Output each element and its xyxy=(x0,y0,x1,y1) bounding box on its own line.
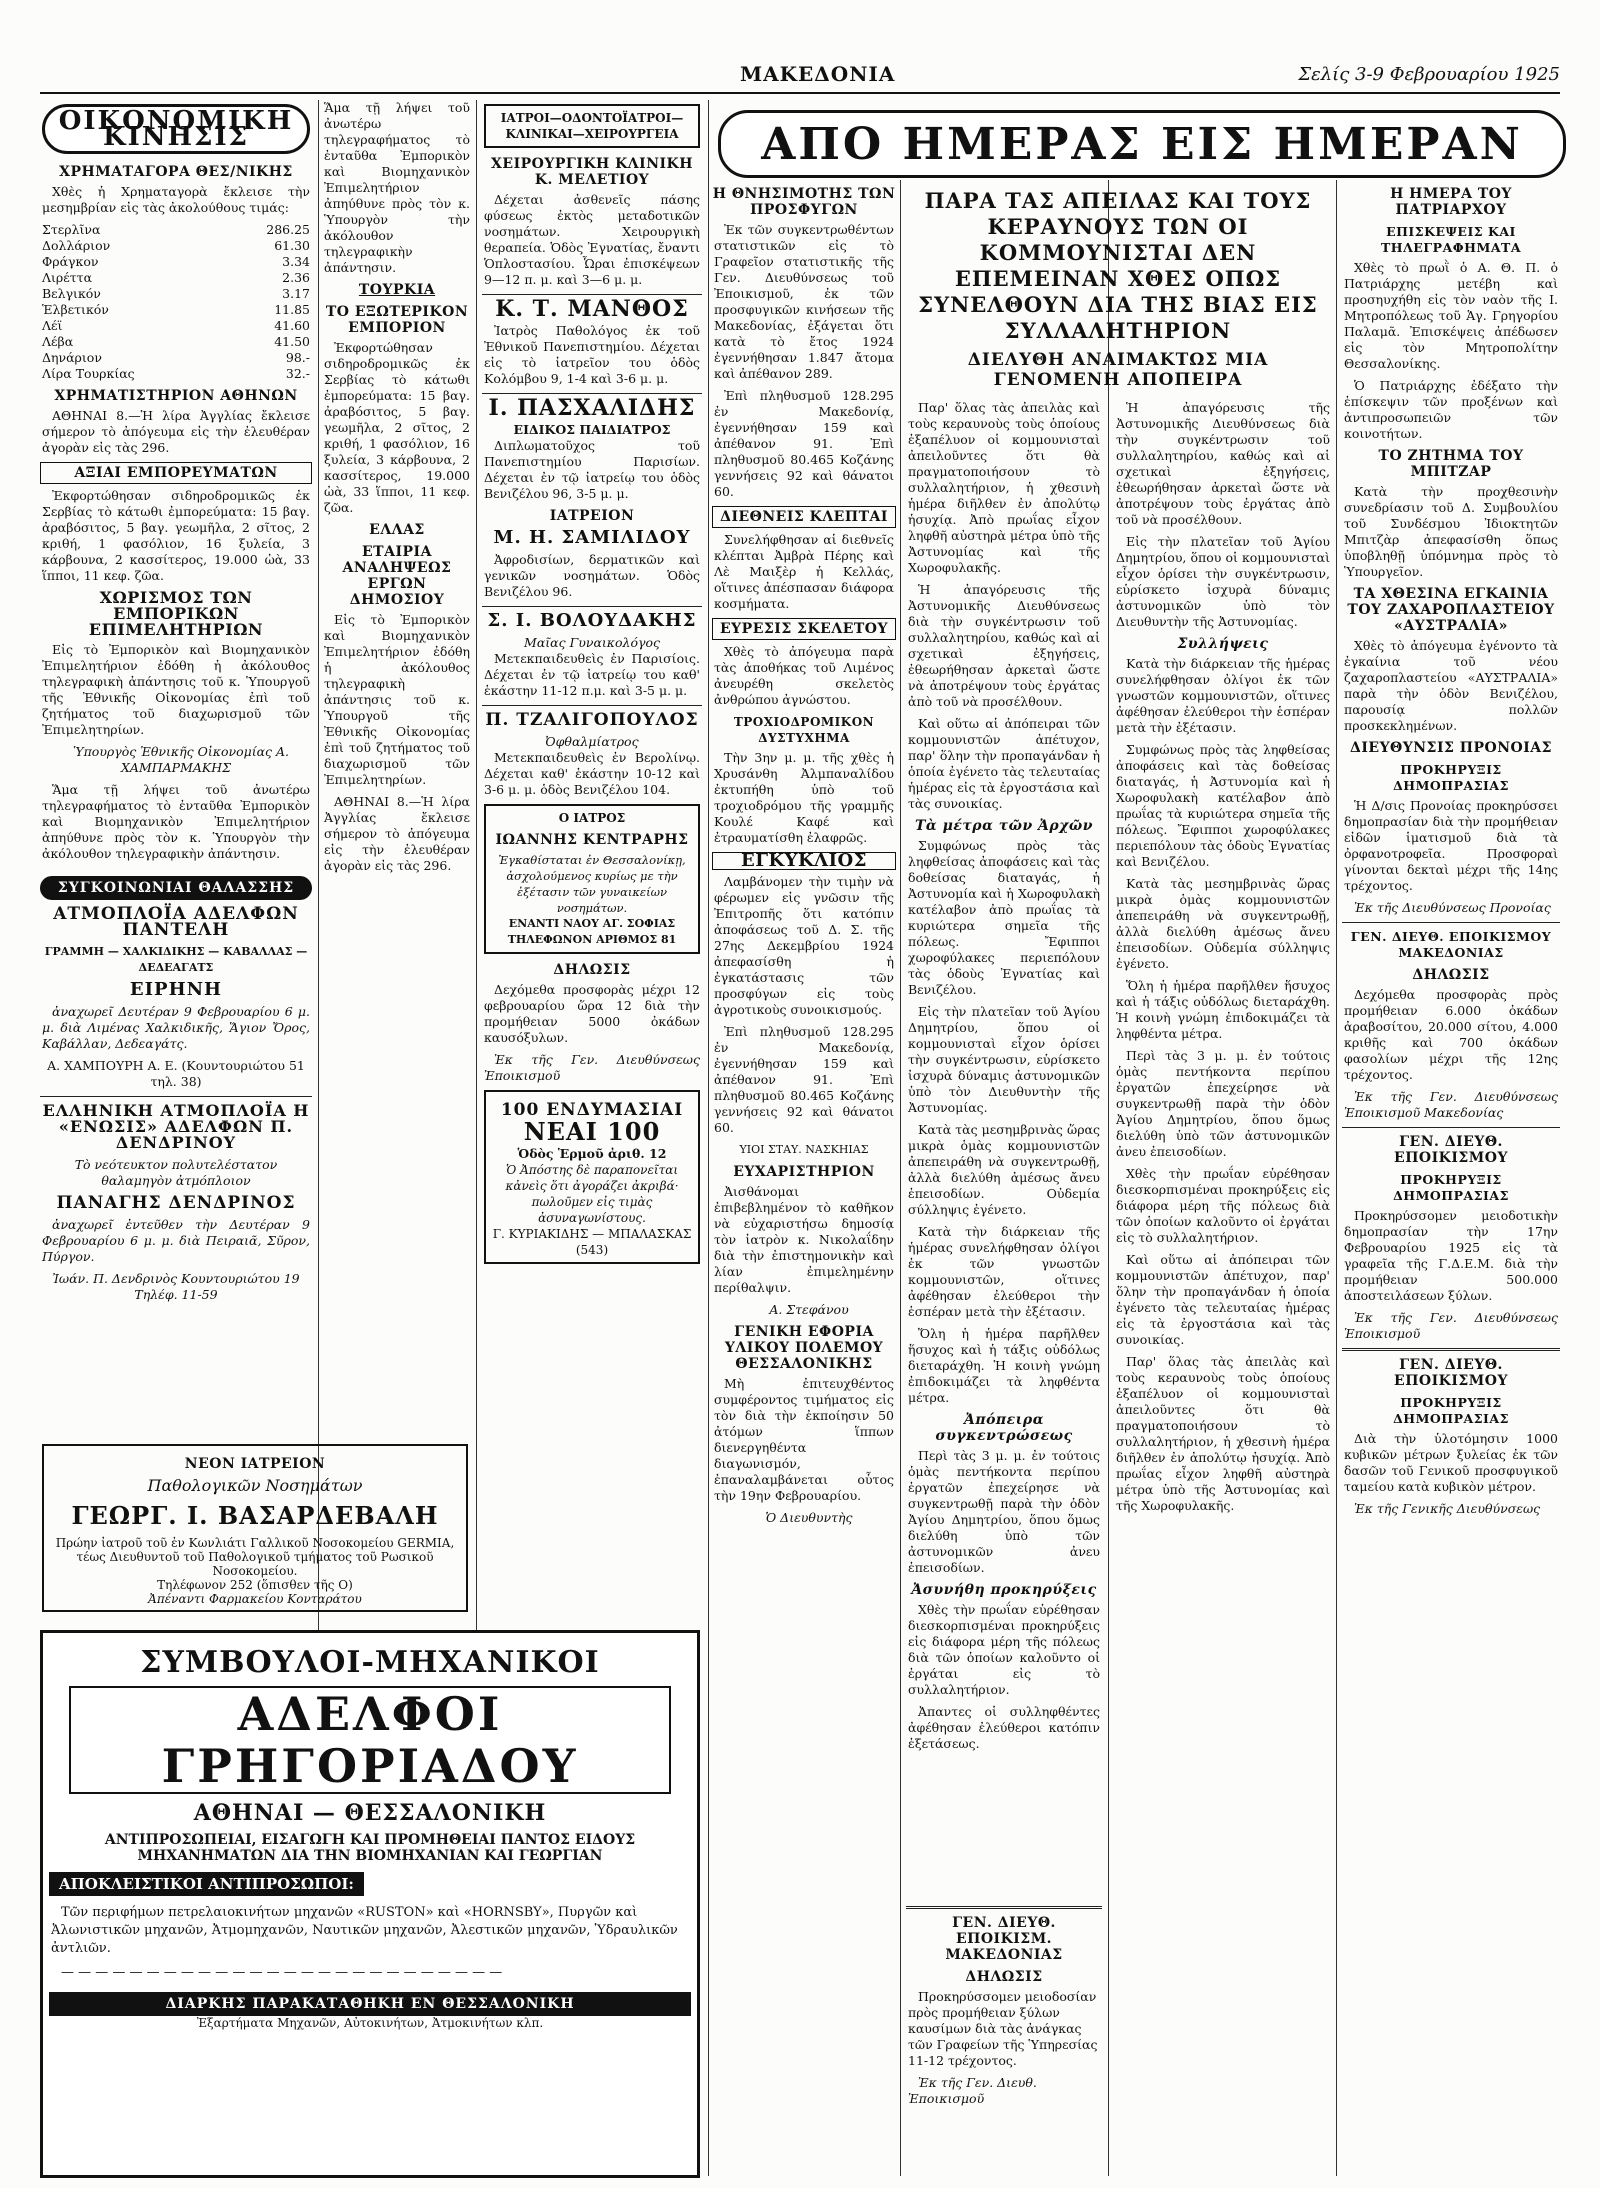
lead-col2-p6: Ὅλη ἡ ἡμέρα παρῆλθεν ἥσυχος καὶ ἡ τάξις οὐδόλως διεταράχθη. Ἡ κοινὴ γνώμη ἐπιδοκιμάζει τὰ ληφθέντα μέτρα. xyxy=(1116,978,1330,1041)
column-rule xyxy=(1336,180,1337,2176)
athens-text: ΑΘΗΝΑΙ 8.—Ἡ λίρα Ἀγγλίας ἔκλεισε σήμερον τὸ ἀπόγευμα εἰς τὴν ἐλευθέραν ἀγορὰν εἰς τὰς 296. xyxy=(42,408,310,455)
engineers-advert xyxy=(40,1630,700,2178)
rate-row xyxy=(40,334,312,350)
ship-1-text: ἀναχωρεῖ Δευτέραν 9 Φεβρουαρίου 6 μ. μ. διὰ Λιμένας Χαλκιδικῆς, Ἅγιον Ὄρος, Καβάλλαν, Δεδεαγάτς. xyxy=(42,1004,310,1051)
lead-paragraph-4: Συμφώνως πρὸς τὰς ληφθείσας ἀποφάσεις καὶ τὰς δοθείσας διαταγάς, ἡ Ἀστυνομία καὶ ἡ Χωροφυλακὴ κατέλαβον ἀπὸ πρωΐας τὰ κυριώτερα σημεῖα τῆς πόλεως. Ἔφιπποι χωροφύλακες περιεπόλουν τὰς ὁδοὺς Ἐγνατίας καὶ Βενιζέλου. xyxy=(908,838,1100,997)
rate-row xyxy=(40,222,312,238)
clinic-heading: ΝΕΟΝ ΙΑΤΡΕΙΟΝ xyxy=(184,1456,326,1472)
thanks-text: Ἀισθάνομαι ἐπιβεβλημένον τὸ καθῆκον νὰ εὐχαριστήσω δημοσίᾳ τὸν ἰατρὸν κ. Νικολαΐδην διὰ τὴν ἐπιστημονικὴν καὶ λίαν ἐπιμελημένην περίθαλψιν. xyxy=(714,1184,894,1295)
lead-section-4: Ἀσυνήθη προκηρύξεις xyxy=(911,1582,1097,1598)
exchange-heading: ΧΡΗΜΑΤΑΓΟΡΑ ΘΕΣ/ΝΙΚΗΣ xyxy=(59,164,293,180)
thanks-heading: ΕΥΧΑΡΙΣΤΗΡΙΟΝ xyxy=(733,1164,875,1180)
advert-subtitle: ΣΥΜΒΟΥΛΟΙ-ΜΗΧΑΝΙΚΟΙ xyxy=(140,1645,600,1680)
gen4-signature: Ἐκ τῆς Γεν. Διευθ. Ἐποικισμοῦ xyxy=(908,2075,1037,2106)
lead-paragraph-5: Εἰς τὴν πλατεῖαν τοῦ Ἁγίου Δημητρίου, ὅπου οἱ κομμουνισταὶ εἶχον ὁρίσει τὴν συγκέντρωσιν, εὑρίσκετο ἰσχυρὰ δύναμις ἀστυνομικῶν ὑπὸ τὸν Διευθυντὴν τῆς Ἀστυνομίας. xyxy=(908,1004,1100,1115)
ephoria-signature: Ὁ Διευθυντὴς xyxy=(765,1510,853,1525)
ephoria-text: Μὴ ἐπιτευχθέντος συμφέροντος τιμήματος εἰς τὸν διὰ τὴν ἐκποίησιν 50 ἀτόμων ἵππων διενεργηθέντα διαγωνισμόν, ἐπαναλαμβάνεται οὗτος τὴν 19ην Φεβρουαρίου. xyxy=(714,1376,894,1503)
doctor-samilidou-text: Ἀφροδισίων, δερματικῶν καὶ γενικῶν νοσημάτων. Ὁδὸς Βενιζέλου 96. xyxy=(484,552,700,599)
lead-col2-p7: Περὶ τὰς 3 μ. μ. ἐν τούτοις ὁμὰς πεντήκοντα περίπου ἐργατῶν ἐπεχείρησε νὰ συγκεντρωθῇ παρὰ τὴν ὁδὸν Ἀγίου Δημητρίου, ὅπου ὅμως διελύθη ὑπὸ τῶν ἀστυνομικῶν ἀνευ ἐπεισοδίων. xyxy=(1116,1048,1330,1159)
refugees-text: Ἐκ τῶν συγκεντρωθέντων στατιστικῶν εἰς τὸ Γραφεῖον στατιστικῆς τῆς Γεν. Διευθύνσεως τοῦ Ἐποικισμοῦ, ἐκ τῶν προσφυγικῶν κινήσεων τῆς Μακεδονίας, ἐξάγεται ὅτι κατὰ τὸ ἔτος 1924 ἐγεννήθησαν 1.847 ἄτομα καὶ ἀπέθανον 289. xyxy=(714,222,894,381)
trade-heading: ΑΞΙΑΙ ΕΜΠΟΡΕΥΜΑΤΩΝ xyxy=(40,462,312,484)
doctor-paschalidis-sub: ΕΙΔΙΚΟΣ ΠΑΙΔΙΑΤΡΟΣ xyxy=(513,422,671,437)
lead-col2-p8: Χθὲς τὴν πρωΐαν εὑρέθησαν διεσκορπισμέναι προκηρύξεις εἰς διάφορα μέρη τῆς πόλεως διὰ τῶν ὁποίων καλοῦντο οἱ ἐργάται εἰς τὸ συλλαλητήριον. xyxy=(1116,1166,1330,1245)
gen3-heading: ΓΕΝ. ΔΙΕΥΘ. ΕΠΟΙΚΙΣΜΟΥ xyxy=(1394,1357,1508,1389)
skeleton-text: Χθὲς τὸ ἀπόγευμα παρὰ τὰς ἀποθήκας τοῦ Λιμένος ἀνευρέθη σκελετὸς ἀνθρώπου ἀγνώστου. xyxy=(714,644,894,707)
econ-col2-text: Ἅμα τῇ λήψει τοῦ ἀνωτέρω τηλεγραφήματος τὸ ἐνταῦθα Ἐμπορικὸν καὶ Βιομηχανικὸν Ἐπιμελητήριον ἀπηύθυνε πρὸς τὸν κ. Ὑπουργὸν τὴν ἀκόλουθον τηλεγραφικὴν ἀπάντησιν. xyxy=(324,100,470,275)
ship-2-agent: Ἰωάν. Π. Δενδρινὸς Κουντουριώτου 19 Τηλέφ. 11-59 xyxy=(52,1271,300,1302)
clinic-address: Ἀπέναντι Φαρμακείου Κονταράτου xyxy=(148,1592,362,1606)
doctor-manthos-text: Ἰατρὸς Παθολόγος ἐκ τοῦ Ἐθνικοῦ Πανεπιστημίου. Δέχεται εἰς τὸ ἰατρεῖον του ὁδὸς Κολόμβου 9, 1-4 καὶ 3-6 μ. μ. xyxy=(484,323,700,386)
tram-accident-heading: ΤΡΟΧΙΟΔΡΟΜΙΚΟΝ ΔΥΣΤΥΧΗΜΑ xyxy=(733,715,875,745)
doctor-samilidou: Μ. Η. ΣΑΜΙΛΙΔΟΥ xyxy=(493,527,691,548)
refugees-heading: Η ΘΝΗΣΙΜΟΤΗΣ ΤΩΝ ΠΡΟΣΦΥΓΩΝ xyxy=(712,186,896,218)
gen3-subheading: ΠΡΟΚΗΡΥΞΙΣ ΔΗΜΟΠΡΑΣΙΑΣ xyxy=(1393,1395,1509,1426)
thieves-heading: ΔΙΕΘΝΕΙΣ ΚΛΕΠΤΑΙ xyxy=(712,506,896,528)
doctor-paschalidis: Ι. ΠΑΣΧΑΛΙΔΗΣ xyxy=(488,395,696,421)
suits-advert xyxy=(484,1090,700,1264)
doctor-tzaligopoulos: Π. ΤΖΑΛΙΓΟΠΟΥΛΟΣ xyxy=(485,710,699,730)
shipping-route-1: ΓΡΑΜΜΗ — ΧΑΛΚΙΔΙΚΗΣ — ΚΑΒΑΛΛΑΣ — ΔΕΔΕΑΓΑΤΣ xyxy=(44,945,308,974)
clinic-subheading: Παθολογικῶν Νοσημάτων xyxy=(147,1476,363,1495)
gen4-heading: ΓΕΝ. ΔΙΕΥΘ. ΕΠΟΙΚΙΣΜ. ΜΑΚΕΔΟΝΙΑΣ xyxy=(945,1915,1063,1963)
australia-heading: ΤΑ ΧΘΕΣΙΝΑ ΕΓΚΑΙΝΙΑ ΤΟΥ ΖΑΧΑΡΟΠΛΑΣΤΕΙΟΥ «ΑΥΣΤΡΑΛΙΑ» xyxy=(1347,586,1555,634)
patriarch-text-2: Ὁ Πατριάρχης ἐδέξατο τὴν ἐπίσκεψιν τῶν προξένων καὶ ἀντιπροσωπειῶν τῶν κοινοτήτων. xyxy=(1344,378,1558,441)
economy-more-text: Ἅμα τῇ λήψει τοῦ ἀνωτέρω τηλεγραφήματος τὸ ἐνταῦθα Ἐμπορικὸν καὶ Βιομηχανικὸν Ἐπιμελητήριον ἀπηύθυνε πρὸς τὸν κ. Ὑπουργὸν τὴν ἀκόλουθον τηλεγραφικὴν ἀπάντησιν. xyxy=(42,782,310,861)
circular-text-2: Ἐπὶ πληθυσμοῦ 128.295 ἐν Μακεδονίᾳ, ἐγεννήθησαν 159 καὶ ἀπέθανον 91. Ἐπὶ πληθυσμοῦ 80.465 Κοζάνης γεννήσεις 92 καὶ θάνατοι 60. xyxy=(714,1024,894,1135)
exchange-intro: Χθὲς ἡ Χρηματαγορὰ ἔκλεισε τὴν μεσημβρίαν εἰς τὰς ἀκολούθους τιμάς: xyxy=(42,184,310,215)
gen2-subheading: ΠΡΟΚΗΡΥΞΙΣ ΔΗΜΟΠΡΑΣΙΑΣ xyxy=(1393,1172,1509,1203)
advert-cities: ΑΘΗΝΑΙ — ΘΕΣΣΑΛΟΝΙΚΗ xyxy=(193,1800,547,1826)
advert-reps-heading: ΑΠΟΚΛΕΙΣΤΙΚΟΙ ΑΝΤΙΠΡΟΣΩΠΟΙ: xyxy=(49,1872,364,1896)
column-rule xyxy=(1108,180,1109,2176)
separation-text: Εἰς τὸ Ἐμπορικὸν καὶ Βιομηχανικὸν Ἐπιμελητήριον ἐδόθη ἡ ἀκόλουθος τηλεγραφικὴ ἀπάντησις τοῦ κ. Ὑπουργοῦ τῆς Ἐθνικῆς Οἰκονομίας ἐπὶ τοῦ ζητήματος τοῦ διαχωρισμοῦ τῶν Ἐπιμελητηρίων. xyxy=(42,642,310,737)
gen1-subheading: ΔΗΛΩΣΙΣ xyxy=(1412,967,1490,983)
clinic-meletiou-text: Δέχεται ἀσθενεῖς πάσης φύσεως ἐκτὸς μεταδοτικῶν νοσημάτων. Χειρουργικὴ θεραπεία. Ὁδὸς Ἐγνατίας, ἔναντι Ὁπλοστασίου. Ὧραι ἐπισκέψεων 9—12 π. μ. καὶ 3—6 μ. μ. xyxy=(484,192,700,287)
lead-paragraph-6: Κατὰ τὰς μεσημβρινὰς ὥρας μικρὰ ὁμὰς κομμουνιστῶν ἀπεπειράθη νὰ συγκεντρωθῇ, ἀλλὰ διελύθη ἀμέσως ἄνευ ἐπεισοδίων. Οὐδεμία σύλληψις ἐγένετο. xyxy=(908,1122,1100,1217)
turkey-heading: ΤΟΥΡΚΙΑ xyxy=(358,282,436,298)
lead-section-3: Ἀπόπειρα συγκεντρώσεως xyxy=(935,1412,1073,1444)
shipping-banner: ΣΥΓΚΟΙΝΩΝΙΑΙ ΘΑΛΑΣΣΗΣ xyxy=(40,876,312,900)
economy-column-2 xyxy=(322,100,472,1408)
advert-reps-text: Τῶν περιφήμων πετρελαιοκινήτων μηχανῶν «RUSTON» καὶ «HORNSBY», Πυργῶν καὶ Ἀλωνιστικῶν μηχανῶν, Ἀτμομηχανῶν, Ναυτικῶν μηχανῶν, Ἀλεστικῶν μηχανῶν, Ὑδραυλικῶν ἀντλιῶν. xyxy=(51,1905,678,1956)
patriarch-heading: Η ΗΜΕΡΑ ΤΟΥ ΠΑΤΡΙΑΡΧΟΥ xyxy=(1390,186,1512,218)
lead-subheadline: ΔΙΕΛΥΘΗ ΑΝΑΙΜΑΚΤΩΣ ΜΙΑ ΓΕΝΟΜΕΝΗ ΑΠΟΠΕΙΡΑ xyxy=(967,350,1269,390)
clinic-frame xyxy=(42,1444,468,1612)
doctor-voloudakis-sub: Μαῖας Γυναικολόγος xyxy=(524,635,660,650)
currency-name: Βελγικόν xyxy=(42,286,101,301)
lead-col2-p4: Συμφώνως πρὸς τὰς ληφθείσας ἀποφάσεις καὶ τὰς δοθείσας διαταγάς, ἡ Ἀστυνομία καὶ ἡ Χωροφυλακὴ κατέλαβον ἀπὸ πρωΐας τὰ κυριώτερα σημεῖα τῆς πόλεως. Ἔφιπποι χωροφύλακες περιεπόλουν τὰς ὁδοὺς Ἐγνατίας καὶ Βενιζέλου. xyxy=(1116,742,1330,869)
gen2-heading: ΓΕΝ. ΔΙΕΥΘ. ΕΠΟΙΚΙΣΜΟΥ xyxy=(1394,1134,1508,1166)
doctor-voloudakis: Σ. Ι. ΒΟΛΟΥΔΑΚΗΣ xyxy=(487,610,697,631)
column-rule xyxy=(708,100,709,2176)
currency-name: Στερλῖνα xyxy=(42,222,101,237)
thanks-signature: Α. Στεφάνου xyxy=(769,1302,849,1317)
divider xyxy=(906,1906,1102,1909)
doctor-kentraris-heading: Ο ΙΑΤΡΟΣ xyxy=(558,811,626,825)
suits-text: Ὁ Ἀπόστης δὲ παραπονεῖται κἀνεὶς ὅτι ἀγοράζει ἀκριβά· πωλοῦμεν εἰς τιμὰς ἀσυναγωνίστους. xyxy=(505,1163,679,1225)
doctor-kentraris-box xyxy=(484,804,700,954)
thieves-text: Συνελήφθησαν αἱ διεθνεῖς κλέπται Ἀμβρὰ Πέρης καὶ Λὲ Μαιξὲρ ἡ Κελλάς, οἵτινες ἀπέσπασαν διάφορα κοσμήματα. xyxy=(714,532,894,611)
suits-heading: 100 ΕΝΔΥΜΑΣΙΑΙ xyxy=(500,1100,684,1120)
separation-signature: Ὑπουργὸς Ἐθνικῆς Οἰκονομίας Α. ΧΑΜΠΑΡΜΑΚΗΣ xyxy=(72,744,290,775)
lead-story-header xyxy=(904,180,1332,398)
gen1-heading: ΓΕΝ. ΔΙΕΥΘ. ΕΠΟΙΚΙΣΜΟΥ ΜΑΚΕΔΟΝΙΑΣ xyxy=(1350,929,1552,960)
tram-accident-text: Τὴν 3ην μ. μ. τῆς χθὲς ἡ Χρυσάνθη Ἀλμπαναλίδου ἐκτυπήθη ὑπὸ τοῦ τροχιοδρόμου τῆς γραμμῆς Κουλέ Καφέ καὶ ἐτραυματίσθη ἐλαφρῶς. xyxy=(714,750,894,845)
issue-date: Σελίς 3-9 Φεβρουαρίου 1925 xyxy=(1298,64,1560,85)
advert-footer: ΔΙΑΡΚΗΣ ΠΑΡΑΚΑΤΑΘΗΚΗ ΕΝ ΘΕΣΣΑΛΟΝΙΚΗ xyxy=(49,1992,691,2016)
lead-col2-p9: Καὶ οὕτω αἱ ἀπόπειραι τῶν κομμουνιστῶν ἀπέτυχον, παρ' ὅλην τὴν προπαγάνδαν ἡ ὁποία ἐγένετο τὰς τελευταίας ἡμέρας εἰς τὰ ἐργοστάσια καὶ τὰς συνοικίας. xyxy=(1116,1252,1330,1347)
econ-col2-text-2: Ἐκφορτώθησαν σιδηροδρομικῶς ἐκ Σερβίας τὸ κάτωθι ἐμπορεύματα: 15 βαγ. ἀραβόσιτος, 5 βαγ. γεωμῆλα, 2 σῖτος, 2 κριθή, 1 φασόλιον, 16 ξυλεία, 3 κάρβουνα, 2 κασσίτερος, 19.000 ὠὰ, 33 ἵπποι, 11 κεφ. ζῶα. xyxy=(324,340,470,515)
patriarch-subheading: ΕΠΙΣΚΕΨΕΙΣ ΚΑΙ ΤΗΛΕΓΡΑΦΗΜΑΤΑ xyxy=(1380,224,1522,255)
currency-name: Λιρέττα xyxy=(42,270,93,285)
circular-text: Λαμβάνομεν τὴν τιμὴν νὰ φέρωμεν εἰς γνῶσιν τῆς Ἐπιτροπῆς ὅτι κατόπιν ἀποφάσεως τοῦ Δ. Σ. τῆς 27ης Δεκεμβρίου 1924 ἀπεφασίσθη ἡ ἐγκατάστασις τῶν προσφύγων εἰς τοὺς ἀγροτικοὺς συνοικισμούς. xyxy=(714,874,894,1017)
column-rule xyxy=(900,180,901,2176)
notice-signature: Ἐκ τῆς Γεν. Διευθύνσεως Ἐποικισμοῦ xyxy=(484,1052,700,1083)
clinic-doctor-name: ΓΕΩΡΓ. Ι. ΒΑΣΑΡΔΕΒΑΛΗ xyxy=(71,1501,439,1530)
currency-rate: 41.60 xyxy=(274,318,310,333)
bitzar-heading: ΤΟ ΖΗΤΗΜΑ ΤΟΥ ΜΠΙΤΖΑΡ xyxy=(1378,448,1524,480)
gen1-signature: Ἐκ τῆς Γεν. Διευθύνσεως Ἐποικισμοῦ Μακεδονίας xyxy=(1344,1089,1558,1120)
lead-col2-p5: Κατὰ τὰς μεσημβρινὰς ὥρας μικρὰ ὁμὰς κομμουνιστῶν ἀπεπειράθη νὰ συγκεντρωθῇ, ἀλλὰ διελύθη ἀμέσως ἄνευ ἐπεισοδίων. Οὐδεμία σύλληψις ἐγένετο. xyxy=(1116,876,1330,971)
divider xyxy=(1342,1348,1560,1351)
econ-col2-text-4: ΑΘΗΝΑΙ 8.—Ἡ λίρα Ἀγγλίας ἔκλεισε σήμερον τὸ ἀπόγευμα εἰς τὴν ἐλευθέραν ἀγορὰν εἰς τὰς 296. xyxy=(324,794,470,873)
currency-name: Λέβα xyxy=(42,334,74,349)
doctor-manthos: Κ. Τ. ΜΑΝΘΟΣ xyxy=(495,296,689,322)
doctor-tzaligopoulos-text: Μετεκπαιδευθεὶς ἐν Βερολίνῳ. Δέχεται καθ' ἑκάστην 10-12 καὶ 3-6 μ. μ. ὁδὸς Βενιζέλου 104. xyxy=(484,750,700,797)
ship-2-intro: Τὸ νεότευκτον πολυτελέστατον θαλαμηγὸν ἀτμόπλοιον xyxy=(74,1157,278,1188)
econ-col2-text-3: Εἰς τὸ Ἐμπορικὸν καὶ Βιομηχανικὸν Ἐπιμελητήριον ἐδόθη ἡ ἀκόλουθος τηλεγραφικὴ ἀπάντησις τοῦ κ. Ὑπουργοῦ τῆς Ἐθνικῆς Οἰκονομίας ἐπὶ τοῦ ζητήματος τοῦ διαχωρισμοῦ τῶν Ἐπιμελητηρίων. xyxy=(324,612,470,787)
lead-paragraph-3: Καὶ οὕτω αἱ ἀπόπειραι τῶν κομμουνιστῶν ἀπέτυχον, παρ' ὅλην τὴν προπαγάνδαν ἡ ὁποία ἐγένετο τὰς τελευταίας ἡμέρας εἰς τὰ ἐργοστάσια καὶ τὰς συνοικίας. xyxy=(908,716,1100,811)
doctor-tzaligopoulos-sub: Ὀφθαλμίατρος xyxy=(545,734,639,749)
lead-paragraph-10: Χθὲς τὴν πρωΐαν εὑρέθησαν διεσκορπισμέναι προκηρύξεις εἰς διάφορα μέρη τῆς πόλεως διὰ τῶν ὁποίων καλοῦντο οἱ ἐργάται εἰς τὸ συλλαλητήριον. xyxy=(908,1602,1100,1697)
currency-rate: 11.85 xyxy=(274,302,310,317)
pronoia-text: Ἡ Δ/σις Προνοίας προκηρύσσει δημοπρασίαν διὰ τὴν προμήθειαν εἰδῶν ἱματισμοῦ διὰ τὰ ὀρφανοτροφεῖα. Προσφοραὶ γίνονται δεκταὶ μέχρι τῆς 14ης τρέχοντος. xyxy=(1344,798,1558,893)
masthead xyxy=(40,58,1560,94)
currency-rate: 2.36 xyxy=(282,270,310,285)
ship-name-2: ΠΑΝΑΓΗΣ ΔΕΝΔΡΙΝΟΣ xyxy=(56,1193,296,1213)
gen4-text: Προκηρύσσομεν μειοδοσίαν πρὸς προμήθειαν ξύλων καυσίμων διὰ τὰς ἀνάγκας τῶν Γραφείων τῆς Ὑπηρεσίας 11-12 τρέχοντος. xyxy=(908,1989,1098,2068)
lead-section-1: Τὰ μέτρα τῶν Ἀρχῶν xyxy=(915,818,1093,834)
divider xyxy=(1342,922,1560,923)
notice-text: Δεχόμεθα προσφορὰς μέχρι 12 φεβρουαρίου ὥρα 12 διὰ τὴν προμήθειαν 5000 ὀκάδων καυσόξυλων. xyxy=(484,982,700,1045)
rate-row xyxy=(40,366,312,382)
economy-banner: ΟΙΚΟΝΟΜΙΚΗ ΚΙΝΗΣΙΣ xyxy=(42,104,310,154)
rate-row xyxy=(40,270,312,286)
iatreion-heading: ΙΑΤΡΕΙΟΝ xyxy=(549,508,635,524)
trade-heading-2: ΤΟ ΕΞΩΤΕΡΙΚΟΝ ΕΜΠΟΡΙΟΝ xyxy=(325,304,469,336)
divider xyxy=(1342,1127,1560,1128)
lead-headline: ΠΑΡΑ ΤΑΣ ΑΠΕΙΛΑΣ ΚΑΙ ΤΟΥΣ ΚΕΡΑΥΝΟΥΣ ΤΩΝ ΟΙ ΚΟΜΜΟΥΝΙΣΤΑΙ ΔΕΝ ΕΠΕΜΕΙΝΑΝ ΧΘΕΣ ΟΠΩΣ ΣΥΝΕΛΘΟΥΝ ΔΙΑ ΤΗΣ ΒΙΑΣ ΕΙΣ ΣΥΛΛΑΛΗΤΗΡΙΟΝ xyxy=(918,188,1318,343)
clinic-text: Πρώην ἰατροῦ τοῦ ἐν Κωνλιάτι Γαλλικοῦ Νοσοκομείου GERMIA, τέως Διευθυντοῦ τοῦ Παθολογικοῦ τμήματος τοῦ Ρωσικοῦ Νοσοκομείου. xyxy=(55,1536,455,1578)
lead-col2-p2: Εἰς τὴν πλατεῖαν τοῦ Ἁγίου Δημητρίου, ὅπου οἱ κομμουνισταὶ εἶχον ὁρίσει τὴν συγκέντρωσιν, εὑρίσκετο ἰσχυρὰ δύναμις ἀστυνομικῶν ὑπὸ τὸν Διευθυντὴν τῆς Ἀστυνομίας. xyxy=(1116,534,1330,629)
suits-address: Ὁδὸς Ἑρμοῦ ἀριθ. 12 xyxy=(517,1146,667,1161)
bitzar-text: Κατὰ τὴν προχθεσινὴν συνεδρίασιν τοῦ Δ. Συμβουλίου τοῦ Συνδέσμου Ἰδιοκτητῶν Μπιτζὰρ ἀπεφασίσθη ὅπως ὑποβληθῇ ὑπόμνημα πρὸς τὸ Ὑπουργεῖον. xyxy=(1344,484,1558,579)
rate-row xyxy=(40,254,312,270)
clinic-meletiou-heading: ΧΕΙΡΟΥΡΓΙΚΗ ΚΛΙΝΙΚΗ Κ. ΜΕΛΕΤΙΟΥ xyxy=(491,156,693,188)
circular-signature: ΥΙΟΙ ΣΤΑΥ. ΝΑΣΚΗΙΑΣ xyxy=(739,1143,869,1156)
gen4-subheading: ΔΗΛΩΣΙΣ xyxy=(965,1969,1043,1985)
skeleton-heading: ΕΥΡΕΣΙΣ ΣΚΕΛΕΤΟΥ xyxy=(712,618,896,640)
rate-row xyxy=(40,286,312,302)
suits-subheading: ΝΕΑΙ 100 xyxy=(523,1117,661,1146)
clinic-tel: Τηλέφωνον 252 (ὅπισθεν τῆς Ο) xyxy=(157,1578,353,1592)
ship-1-agent: Α. ΧΑΜΠΟΥΡΗ Α. Ε. (Κουντουριώτου 51 τηλ. 38) xyxy=(47,1058,305,1089)
athens-heading: ΧΡΗΜΑΤΙΣΤΗΡΙΟΝ ΑΘΗΝΩΝ xyxy=(54,388,298,404)
notice-heading: ΔΗΛΩΣΙΣ xyxy=(553,962,631,978)
currency-rate: 61.30 xyxy=(274,238,310,253)
currency-rate: 32.- xyxy=(285,366,310,381)
paper-name: ΜΑΚΕΔΟΝΙΑ xyxy=(740,62,896,86)
separation-heading: ΧΩΡΙΣΜΟΣ ΤΩΝ ΕΜΠΟΡΙΚΩΝ ΕΠΙΜΕΛΗΤΗΡΙΩΝ xyxy=(88,588,264,639)
lead-col2-p10: Παρ' ὅλας τὰς ἀπειλὰς καὶ τοὺς κεραυνοὺς τοὺς ὁποίους ἐξαπέλυον οἱ κομμουνισταὶ ἀπειλοῦντες ὅτι θὰ πραγματοποιήσουν τὸ συλλαλητήριον, ἡ χθεσινὴ ἡμέρα διῆλθεν ἐν ἀπολύτῳ ἡσυχίᾳ. Ἀπὸ πρωΐας εἶχον ληφθῆ αὐστηρὰ μέτρα ὑπὸ τῆς Ἀστυνομίας καὶ τῆς Χωροφυλακῆς. xyxy=(1116,1354,1330,1513)
ship-2-text: ἀναχωρεῖ ἐντεῦθεν τὴν Δευτέραν 9 Φεβρουαρίου 6 μ. μ. διὰ Πειραιᾶ, Σῦρον, Πύργον. xyxy=(42,1217,310,1264)
lead-col2-p1: Ἡ ἀπαγόρευσις τῆς Ἀστυνομικῆς Διευθύνσεως διὰ τὴν συγκέντρωσιν τοῦ συλλαλητηρίου, καθώς καὶ αἱ σχετικαὶ ἐξηγήσεις, ἐθεωρήθησαν ἀρκεταὶ ὥστε νὰ ἀποτρέψουν τοὺς ἐργάτας ἀπὸ τοῦ νὰ προσέλθουν. xyxy=(1116,400,1330,527)
circular-heading: ΕΓΚΥΚΛΙΟΣ xyxy=(712,852,896,870)
gen3-signature: Ἐκ τῆς Γενικῆς Διευθύνσεως xyxy=(1354,1501,1541,1516)
currency-rate: 3.34 xyxy=(282,254,310,269)
greece-heading: ΕΛΛΑΣ xyxy=(369,522,425,538)
suits-signature: Γ. ΚΥΡΙΑΚΙΔΗΣ — ΜΠΑΛΑΣΚΑΣ (543) xyxy=(492,1227,692,1257)
currency-rate: 41.50 xyxy=(274,334,310,349)
doctor-kentraris-text: Ἐγκαθίσταται ἐν Θεσσαλονίκῃ, ἀσχολούμενος κυρίως με τὴν ἐξέτασιν τῶν γυναικείων νοσημάτων. xyxy=(498,853,686,915)
divider xyxy=(482,606,702,607)
rate-row xyxy=(40,318,312,334)
trade-text: Ἐκφορτώθησαν σιδηροδρομικῶς ἐκ Σερβίας τὸ κάτωθι ἐμπορεύματα: 15 βαγ. ἀραβόσιτος, 5 βαγ. γεωμῆλα, 2 σῖτος, 2 κριθή, 1 φασόλιον, 16 ξυλεία, 3 κάρβουνα, 2 κασσίτερος, 19.000 ὠὰ, 33 ἵπποι, 11 κεφ. ζῶα. xyxy=(42,488,310,583)
lead-paragraph-8: Ὅλη ἡ ἡμέρα παρῆλθεν ἥσυχος καὶ ἡ τάξις οὐδόλως διεταράχθη. Ἡ κοινὴ γνώμη ἐπιδοκιμάζει τὰ ληφθέντα μέτρα. xyxy=(908,1326,1100,1405)
currency-rate: 98.- xyxy=(285,350,310,365)
rate-row xyxy=(40,302,312,318)
currency-name: Λίρα Τουρκίας xyxy=(42,366,135,381)
doctor-kentraris-address: ΕΝΑΝΤΙ ΝΑΟΥ ΑΓ. ΣΟΦΙΑΣ ΤΗΛΕΦΩΝΟΝ ΑΡΙΘΜΟΣ 81 xyxy=(507,917,677,946)
lead-column-2 xyxy=(1114,400,1332,2178)
currency-name: Δηνάριον xyxy=(42,350,102,365)
exchange-rates-table xyxy=(40,222,312,382)
lead-paragraph-11: Ἀπαντες οἱ συλληφθέντες ἀφέθησαν ἐλεύθεροι κατόπιν ἐξετάσεως. xyxy=(908,1704,1100,1751)
gen3-text: Διὰ τὴν ὑλοτόμησιν 1000 κυβικῶν μέτρων ξυλείας ἐκ τῶν δασῶν τοῦ Γενικοῦ προσφυγικοῦ ταμείου κατὰ κυβικὸν μέτρον. xyxy=(1344,1431,1558,1494)
gen2-signature: Ἐκ τῆς Γεν. Διευθύνσεως Ἐποικισμοῦ xyxy=(1344,1310,1558,1341)
day-to-day-banner: ΑΠΟ ΗΜΕΡΑΣ ΕΙΣ ΗΜΕΡΑΝ xyxy=(718,110,1566,178)
divider xyxy=(40,1096,312,1097)
medical-banner: ΙΑΤΡΟΙ—ΟΔΟΝΤΟΪΑΤΡΟΙ—ΚΛΙΝΙΚΑΙ—ΧΕΙΡΟΥΡΓΕΙΑ xyxy=(484,104,700,148)
currency-name: Δολλάριον xyxy=(42,238,111,253)
lead-paragraph-2: Ἡ ἀπαγόρευσις τῆς Ἀστυνομικῆς Διευθύνσεως διὰ τὴν συγκέντρωσιν τοῦ συλλαλητηρίου, καθώς καὶ αἱ σχετικαὶ ἐξηγήσεις, ἐθεωρήθησαν ἀρκεταὶ ὥστε νὰ ἀποτρέψουν τοὺς ἐργάτας ἀπὸ τοῦ νὰ προσέλθουν. xyxy=(908,582,1100,709)
gen4-notice xyxy=(906,1900,1102,2113)
pronoia-signature: Ἐκ τῆς Διευθύνσεως Προνοίας xyxy=(1354,900,1551,915)
currency-rate: 286.25 xyxy=(266,222,310,237)
currency-name: Ἑλβετικόν xyxy=(42,302,109,317)
gen2-text: Προκηρύσσομεν μειοδοτικὴν δημοπρασίαν τὴν 17ην Φεβρουαρίου 1925 εἰς τὰ γραφεῖα τῆς Γ.Δ.Ε.Μ. διὰ τὴν προμήθειαν 500.000 ἀποστειλάσεων ξύλων. xyxy=(1344,1208,1558,1303)
clinic-box xyxy=(40,1440,470,1620)
lead-paragraph-9: Περὶ τὰς 3 μ. μ. ἐν τούτοις ὁμὰς πεντήκοντα περίπου ἐργατῶν ἐπεχείρησε νὰ συγκεντρωθῇ παρὰ τὴν ὁδὸν Ἀγίου Δημητρίου, ὅπου ὅμως διελύθη ὑπὸ τῶν ἀστυνομικῶν ἀνευ ἐπεισοδίων. xyxy=(908,1448,1100,1575)
pronoia-subheading: ΠΡΟΚΗΡΥΞΙΣ ΔΗΜΟΠΡΑΣΙΑΣ xyxy=(1393,762,1509,793)
doctor-paschalidis-text: Διπλωματοῦχος τοῦ Πανεπιστημίου Παρισίων. Δέχεται ἐν τῷ ἰατρείῳ του ὁδὸς Βενιζέλου 96, 3-5 μ. μ. xyxy=(484,438,700,501)
refugees-births: Ἐπὶ πληθυσμοῦ 128.295 ἐν Μακεδονίᾳ, ἐγεννήθησαν 159 καὶ ἀπέθανον 91. Ἐπὶ πληθυσμοῦ 80.465 Κοζάνης γεννήσεις 92 καὶ θάνατοι 60. xyxy=(714,388,894,499)
pronoia-heading: ΔΙΕΥΘΥΝΣΙΣ ΠΡΟΝΟΙΑΣ xyxy=(1349,740,1553,756)
patriarch-text: Χθὲς τὸ πρωῒ ὁ Α. Θ. Π. ὁ Πατριάρχης μετέβη καὶ προσηυχήθη εἰς τὸν ναὸν τῆς Ι. Μητροπόλεως τοῦ Ἁγ. Γρηγορίου Παλαμᾶ. Ἐπισκέψεις ἀπέδωσεν εἰς τὸν Μητροπολίτην Θεσσαλονίκης. xyxy=(1344,260,1558,371)
ephoria-heading: ΓΕΝΙΚΗ ΕΦΟΡΙΑ ΥΛΙΚΟΥ ΠΟΛΕΜΟΥ ΘΕΣΣΑΛΟΝΙΚΗΣ xyxy=(724,1324,884,1372)
divider xyxy=(482,294,702,295)
lead-paragraph-7: Κατὰ τὴν διάρκειαν τῆς ἡμέρας συνελήφθησαν ὀλίγοι ἐκ τῶν γνωστῶν κομμουνιστῶν, οἵτινες ἀφέθησαν ἐλεύθεροι τὴν ἑσπέραν μετὰ τὴν ἐξέτασιν. xyxy=(908,1224,1100,1319)
lead-paragraph-1: Παρ' ὅλας τὰς ἀπειλὰς καὶ τοὺς κεραυνοὺς τοὺς ὁποίους ἐξαπέλυον οἱ κομμουνισταὶ ἀπειλοῦντες ὅτι θὰ πραγματοποιήσουν τὸ συλλαλητήριον, ἡ χθεσινὴ ἡμέρα διῆλθεν ἐν ἀπολύτῳ ἡσυχίᾳ. Ἀπὸ πρωΐας εἶχον ληφθῆ αὐστηρὰ μέτρα ὑπὸ τῆς Ἀστυνομίας καὶ τῆς Χωροφυλακῆς. xyxy=(908,400,1100,575)
rate-row xyxy=(40,238,312,254)
doctor-kentraris: ΙΩΑΝΝΗΣ ΚΕΝΤΡΑΡΗΣ xyxy=(495,832,689,848)
shipping-line-1: ΑΤΜΟΠΛΟΪΑ ΑΔΕΛΦΩΝ ΠΑΝΤΕΛΗ xyxy=(53,904,299,940)
currency-rate: 3.17 xyxy=(282,286,310,301)
refugees-column xyxy=(712,180,896,2178)
shipping-line-2: ΕΛΛΗΝΙΚΗ ΑΤΜΟΠΛΟΪΑ Η «ΕΝΩΣΙΣ» ΑΔΕΛΦΩΝ Π. ΔΕΝΔΡΙΝΟΥ xyxy=(42,1101,310,1152)
divider xyxy=(482,705,702,706)
doctor-voloudakis-text: Μετεκπαιδευθεὶς ἐν Παρισίοις. Δέχεται ἐν τῷ ἰατρείῳ του καθ' ἑκάστην 11-12 π.μ. καὶ 3-5 μ. μ. xyxy=(484,651,700,698)
divider xyxy=(482,393,702,394)
advert-description: ΑΝΤΙΠΡΟΣΩΠΕΙΑΙ, ΕΙΣΑΓΩΓΗ ΚΑΙ ΠΡΟΜΗΘΕΙΑΙ ΠΑΝΤΟΣ ΕΙΔΟΥΣ ΜΗΧΑΝΗΜΑΤΩΝ ΔΙΑ ΤΗΝ ΒΙΟΜΗΧΑΝΙΑΝ ΚΑΙ ΓΕΩΡΓΙΑΝ xyxy=(104,1832,636,1864)
currency-name: Φράγκον xyxy=(42,254,99,269)
lead-col2-p3: Κατὰ τὴν διάρκειαν τῆς ἡμέρας συνελήφθησαν ὀλίγοι ἐκ τῶν γνωστῶν κομμουνιστῶν, οἵτινες ἀφέθησαν ἐλεύθεροι τὴν ἑσπέραν μετὰ τὴν ἐξέτασιν. xyxy=(1116,656,1330,735)
right-column xyxy=(1342,180,1560,2178)
australia-text: Χθὲς τὸ ἀπόγευμα ἐγένοντο τὰ ἐγκαίνια τοῦ νέου ζαχαροπλαστείου «ΑΥΣΤΡΑΛΙΑ» παρὰ τὴν ὁδὸν Βενιζέλου, παρουσίᾳ πολλῶν προσκεκλημένων. xyxy=(1344,638,1558,733)
lead-section-2: Συλλήψεις xyxy=(1177,636,1269,652)
advert-company-name: ΑΔΕΛΦΟΙ ΓΡΗΓΟΡΙΑΔΟΥ xyxy=(69,1686,671,1794)
company-heading: ΕΤΑΙΡΙΑ ΑΝΑΛΗΨΕΩΣ ΕΡΓΩΝ ΔΗΜΟΣΙΟΥ xyxy=(342,544,452,608)
currency-name: Λέϊ xyxy=(42,318,63,333)
advert-reps-text-2: — — — — — — — — — — — — — — — — — — — — — — — — — — xyxy=(61,1965,503,1980)
rate-row xyxy=(40,350,312,366)
medical-column xyxy=(482,100,702,1408)
ship-name-1: ΕΙΡΗΝΗ xyxy=(129,979,223,1000)
gen1-text: Δεχόμεθα προσφορὰς πρὸς προμήθειαν 6.000 ὀκάδων ἀραβοσίτου, 20.000 σίτου, 4.000 κριθῆς καὶ 700 ὀκάδων φασολίων μέχρι τῆς 12ης τρέχοντος. xyxy=(1344,987,1558,1082)
advert-footer-text: Ἐξαρτήματα Μηχανῶν, Αὐτοκινήτων, Ἀτμοκινήτων κλπ. xyxy=(196,2016,544,2030)
